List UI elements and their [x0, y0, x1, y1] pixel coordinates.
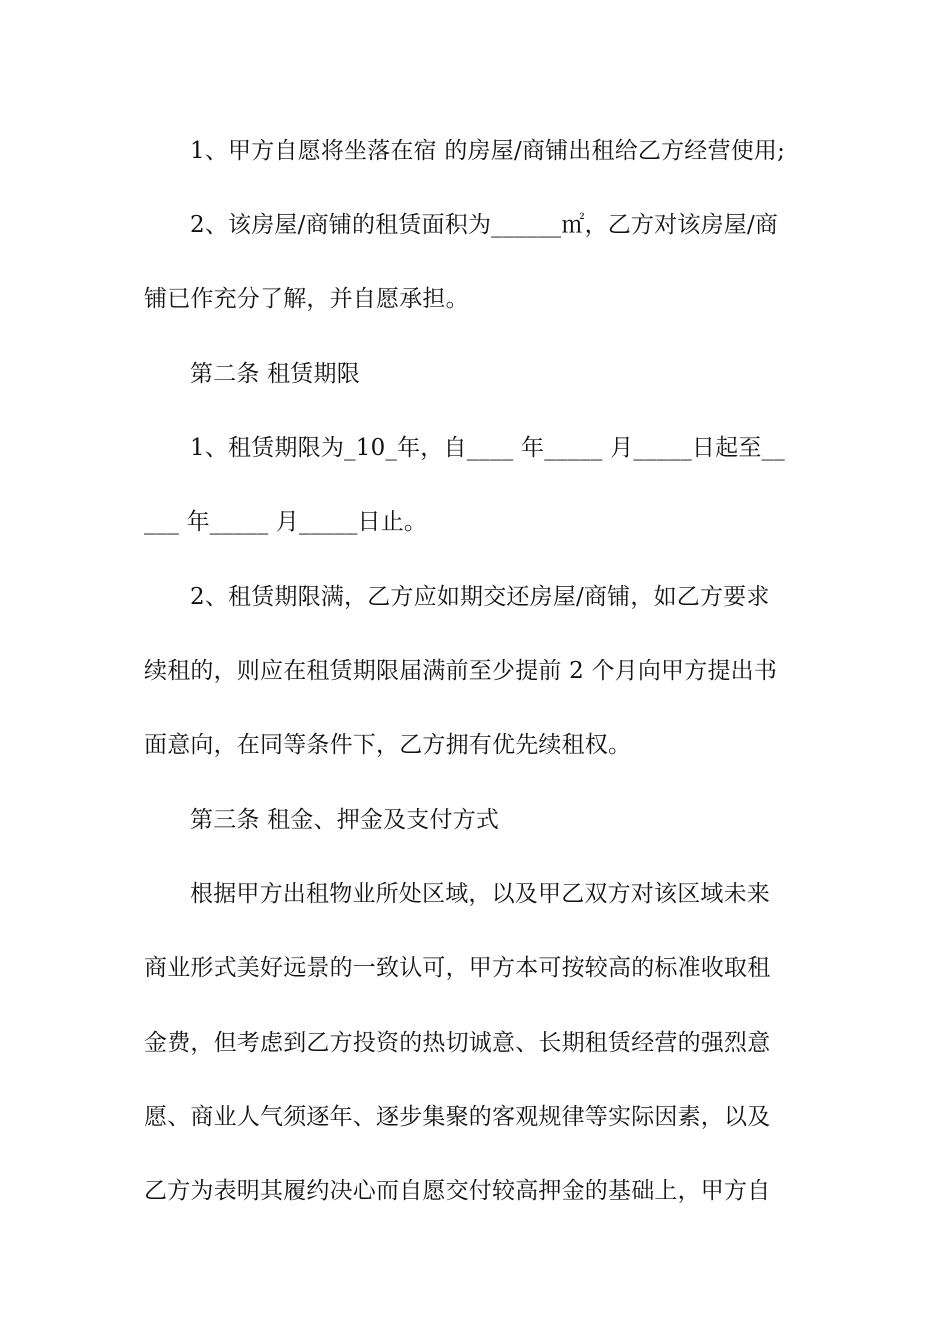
clause-line-4: 1、租赁期限为_10_年，自____ 年_____ 月_____日起至__: [190, 435, 785, 461]
clause-line-1: 1、甲方自愿将坐落在宿 的房屋/商铺出租给乙方经营使用;: [190, 138, 786, 164]
clause-line-5: ___ 年_____ 月_____日止。: [144, 509, 428, 535]
clause-line-8: 面意向，在同等条件下，乙方拥有优先续租权。: [144, 732, 632, 758]
clause-line-7: 续租的，则应在租赁期限届满前至少提前 2 个月向甲方提出书: [144, 658, 778, 684]
section-heading-3: 第三条 租金、押金及支付方式: [190, 807, 500, 833]
clause-line-2: 2、该房屋/商铺的租赁面积为______㎡，乙方对该房屋/商: [190, 212, 779, 238]
paragraph-line-2: 商业形式美好远景的一致认可，甲方本可按较高的标准收取租: [144, 955, 771, 981]
section-heading-2: 第二条 租赁期限: [190, 361, 360, 387]
paragraph-line-1: 根据甲方出租物业所处区域，以及甲乙双方对该区域未来: [190, 881, 770, 907]
paragraph-line-3: 金费，但考虑到乙方投资的热切诚意、长期租赁经营的强烈意: [144, 1030, 771, 1056]
clause-line-6: 2、租赁期限满，乙方应如期交还房屋/商铺，如乙方要求: [190, 584, 770, 610]
paragraph-line-4: 愿、商业人气须逐年、逐步集聚的客观规律等实际因素，以及: [144, 1104, 771, 1130]
paragraph-line-5: 乙方为表明其履约决心而自愿交付较高押金的基础上，甲方自: [144, 1178, 771, 1204]
clause-line-3: 铺已作充分了解，并自愿承担。: [144, 286, 469, 312]
